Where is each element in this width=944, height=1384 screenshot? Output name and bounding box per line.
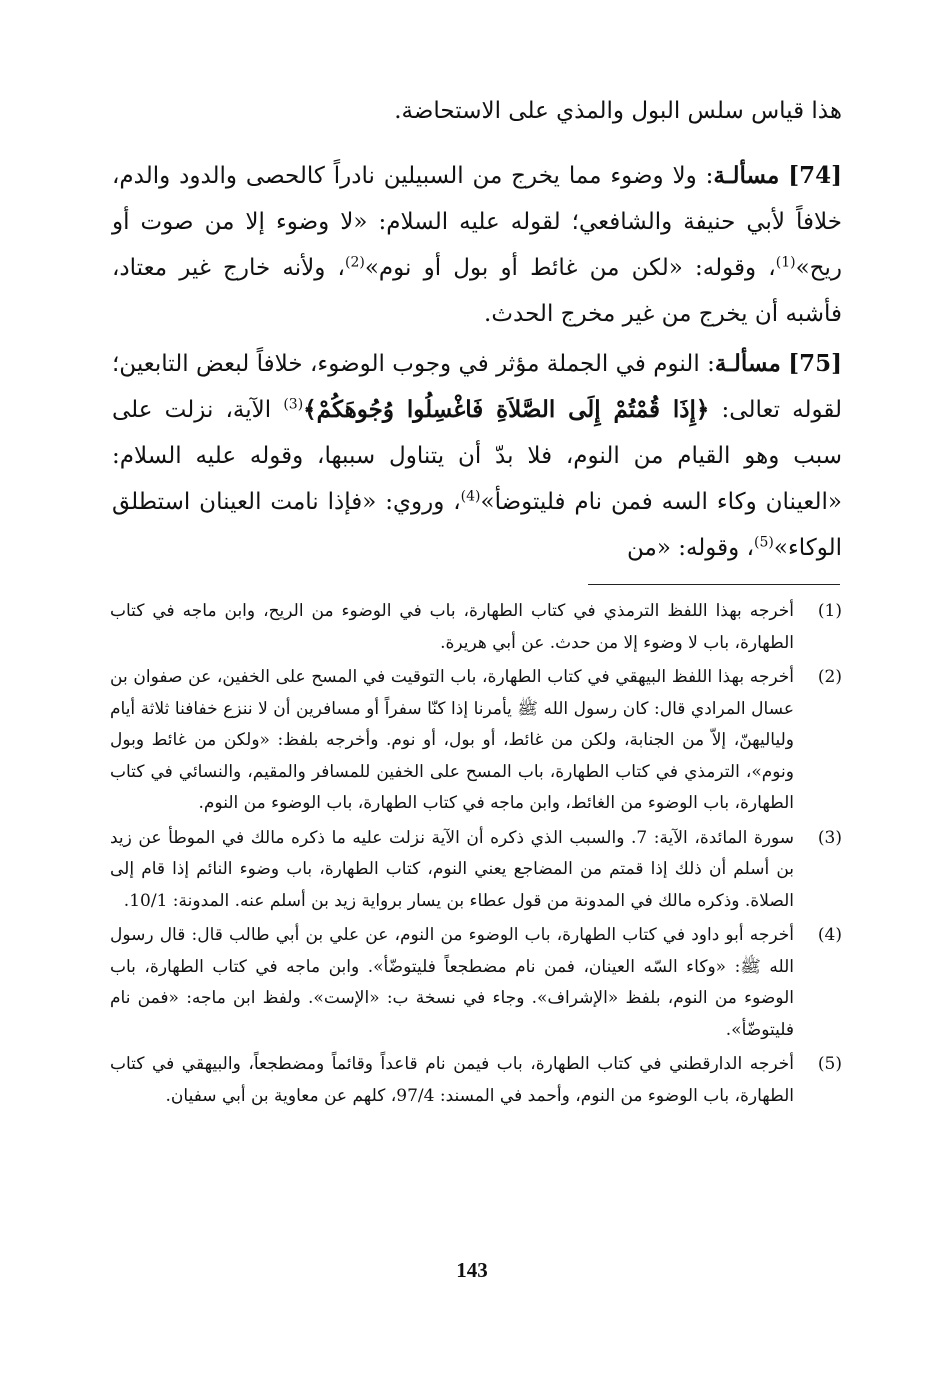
issue-number: [74] — [788, 162, 842, 189]
paragraph-intro-text: هذا قياس سلس البول والمذي على الاستحاضة. — [394, 98, 842, 124]
footnote-item — [110, 823, 842, 918]
footnote-item — [110, 662, 842, 820]
issue-text: : النوم في الجملة مؤثر في وجوب الوضوء، خلافاً لبعض التابعين؛ لقوله تعالى: — [112, 351, 842, 423]
footnote-ref[interactable]: (5) — [754, 534, 774, 551]
footnote-number: (2) — [817, 667, 842, 687]
paragraph-issue-75 — [112, 341, 842, 571]
footnote-text: أخرجه أبو داود في كتاب الطهارة، باب الوضوء من النوم، عن علي بن أبي طالب قال: قال رسول الله ﷺ: «وكاء السّه العينان، فمن نام مضطجعاً فليتوضّأ». وابن ماجه في كتاب الطهارة، باب الوضوء من النوم، بلفظ «الإشراف». وجاء في نسخة ب: «الإست». ولفظ ابن ماجه: «فمن نام فليتوضّأ». — [110, 925, 794, 1040]
issue-text: ، وروي: «فإذا نامت العينان استطلق الوكاء» — [112, 489, 842, 561]
footnote-ref[interactable]: (1) — [775, 254, 796, 271]
footnote-text: أخرجه بهذا اللفظ البيهقي في كتاب الطهارة، باب التوقيت في المسح على الخفين، عن صفوان بن عسال المرادي قال: كان رسول الله ﷺ يأمرنا إذا كنّا سفراً أو مسافرين أن لا ننزع خفافنا ثلاثة أيام ولياليهنّ، إلاّ من الجنابة، ولكن من غائط، أو بول، أو نوم. وأخرجه بلفظ: «ولكن من غائط وبول ونوم»، الترمذي في كتاب الطهارة، باب المسح على الخفين للمسافر والمقيم، والنسائي في كتاب الطهارة، باب الوضوء من الغائط، وابن ماجه في كتاب الطهارة، باب الوضوء من النوم. — [110, 667, 794, 813]
footnote-divider — [588, 584, 840, 585]
footnote-text: أخرجه بهذا اللفظ الترمذي في كتاب الطهارة، باب في الوضوء من الريح، وابن ماجه في كتاب الطهارة، باب لا وضوء إلا من حدث. عن أبي هريرة. — [110, 601, 794, 653]
issue-text: : ولا وضوء مما يخرج من السبيلين نادراً كالحصى والدود والدم، خلافاً لأبي حنيفة والشافعي؛ لقوله عليه السلام: «لا وضوء إلا من صوت أو ريح» — [112, 163, 843, 281]
footnote-number: (5) — [817, 1054, 842, 1074]
issue-number: [75] — [788, 350, 842, 377]
footnote-number: (4) — [817, 925, 842, 945]
issue-text: ، وقوله: «لكن من غائط أو بول أو نوم» — [364, 255, 776, 281]
footnote-ref[interactable]: (2) — [344, 254, 365, 271]
issue-label: مسألـة — [713, 162, 780, 189]
footnote-number: (1) — [817, 601, 842, 621]
footnote-number: (3) — [817, 827, 842, 848]
footnote-text: سورة المائدة، الآية: 7. والسبب الذي ذكره أن الآية نزلت عليه ما ذكره مالك في الموطأ عن زيد بن أسلم أن ذلك إذا قمتم من المضاجع يعني النوم، كتاب الطهارة، باب وضوء النائم إذا قام إلى الصلاة. وذكره مالك في المدونة من قول عطاء بن يسار برواية زيد بن أسلم عنه. المدونة: 10/1. — [110, 827, 794, 911]
issue-text: الآية، نزلت على سبب وهو القيام من النوم، فلا بدّ أن يتناول سببها، وقوله عليه السلام: «العينان وكاء السه فمن نام فليتوضأ» — [112, 397, 842, 515]
footnote-ref[interactable]: (3) — [283, 396, 304, 413]
footnote-text: أخرجه الدارقطني في كتاب الطهارة، باب فيمن نام قاعداً وقائماً ومضطجعاً، والبيهقي في كتاب الطهارة، باب الوضوء من النوم، وأحمد في المسند: 97/4، كلهم عن معاوية بن أبي سفيان. — [110, 1054, 794, 1106]
footnotes-section — [110, 596, 842, 1115]
quran-verse: ﴿إِذَا قُمْتُمْ إِلَى الصَّلاَةِ فَاغْسِلُوا وُجُوهَكُمْ﴾ — [303, 396, 710, 423]
paragraph-issue-74 — [112, 153, 842, 337]
footnote-item — [110, 1049, 842, 1112]
issue-text: ، ولأنه خارج غير معتاد، فأشبه أن يخرج من غير مخرج الحدث. — [112, 255, 842, 327]
paragraph-intro — [112, 88, 842, 134]
issue-label: مسألـة — [714, 350, 781, 377]
issue-text: ، وقوله: «من — [626, 535, 755, 561]
footnote-item — [110, 596, 842, 659]
page-number: 143 — [456, 1258, 488, 1282]
footnote-ref[interactable]: (4) — [460, 488, 481, 505]
footnote-item — [110, 920, 842, 1046]
